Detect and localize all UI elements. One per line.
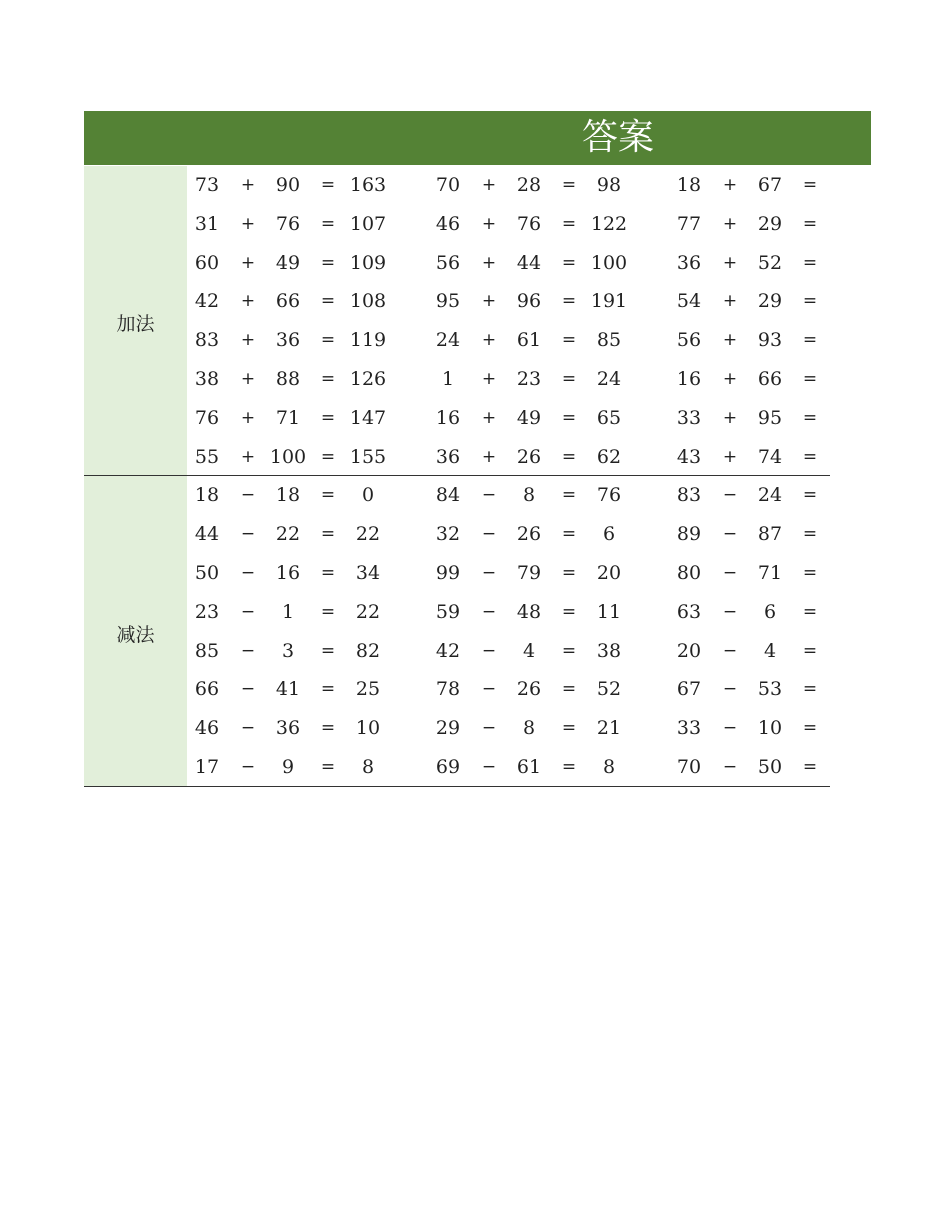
operator: + (481, 446, 497, 467)
operator: = (561, 213, 577, 234)
operand: 60 (194, 251, 220, 274)
answer-header-bar (84, 111, 871, 165)
operand: 10 (757, 717, 783, 740)
operator: = (320, 175, 336, 195)
answer-value: 8 (361, 756, 375, 778)
operand: 16 (275, 562, 301, 584)
operand: 26 (516, 523, 542, 546)
operator: = (320, 407, 336, 428)
operand: 44 (516, 251, 542, 274)
operand: 18 (676, 174, 702, 196)
answer-value: 25 (355, 678, 381, 701)
answer-value: 82 (355, 639, 381, 662)
operator: + (722, 407, 738, 428)
operator: + (722, 252, 738, 273)
answer-value: 22 (355, 600, 381, 623)
operand: 66 (275, 290, 301, 313)
operator: + (722, 213, 738, 234)
operand: 76 (516, 212, 542, 235)
operator: = (561, 679, 577, 700)
operator: − (722, 640, 738, 661)
section-divider (84, 786, 830, 787)
operand: 42 (435, 639, 461, 662)
operand: 1 (281, 600, 295, 623)
operand: 20 (676, 639, 702, 662)
operand: 95 (435, 290, 461, 313)
operand: 18 (194, 484, 220, 507)
answer-value: 98 (596, 174, 622, 196)
operator: = (320, 524, 336, 545)
section-label: 减法 (116, 623, 155, 646)
operand: 9 (281, 756, 295, 778)
operator: − (481, 640, 497, 661)
operand: 90 (275, 174, 301, 196)
operand: 1 (441, 368, 455, 390)
operator: + (240, 213, 256, 234)
operator: = (320, 252, 336, 273)
operator: = (802, 640, 818, 661)
answer-value: 52 (596, 678, 622, 701)
operator: − (240, 718, 256, 739)
operand: 24 (757, 484, 783, 507)
operand: 61 (516, 329, 542, 352)
operator: = (561, 563, 577, 583)
answer-value: 21 (596, 717, 622, 740)
answer-value: 62 (596, 445, 622, 468)
operand: 18 (275, 484, 301, 507)
operand: 54 (676, 290, 702, 313)
addition-label-cell (84, 166, 187, 476)
operand: 84 (435, 484, 461, 507)
operand: 16 (435, 406, 461, 429)
operand: 4 (763, 639, 777, 662)
operator: + (722, 175, 738, 195)
operand: 70 (676, 756, 702, 778)
operator: − (481, 679, 497, 700)
operand: 80 (676, 562, 702, 584)
operator: = (320, 757, 336, 777)
answer-value: 147 (349, 406, 387, 429)
answer-value: 85 (596, 329, 622, 352)
operator: + (481, 369, 497, 389)
operator: = (561, 407, 577, 428)
answer-value: 108 (349, 290, 387, 313)
operator: = (320, 369, 336, 389)
operand: 59 (435, 600, 461, 623)
operator: = (802, 524, 818, 545)
operand: 49 (516, 406, 542, 429)
operand: 33 (676, 717, 702, 740)
operator: = (561, 446, 577, 467)
operand: 4 (522, 639, 536, 662)
operand: 74 (757, 445, 783, 468)
operand: 78 (435, 678, 461, 701)
operator: + (240, 175, 256, 195)
operator: = (320, 640, 336, 661)
operator: = (802, 446, 818, 467)
operand: 36 (275, 329, 301, 352)
operator: = (561, 601, 577, 622)
operator: = (802, 252, 818, 273)
operator: = (320, 446, 336, 467)
operand: 99 (435, 562, 461, 584)
operator: = (802, 563, 818, 583)
answer-value: 65 (596, 406, 622, 429)
operator: = (802, 718, 818, 739)
operand: 36 (275, 717, 301, 740)
operand: 8 (522, 717, 536, 740)
operand: 100 (269, 445, 307, 468)
operand: 96 (516, 290, 542, 313)
operator: = (802, 369, 818, 389)
operator: + (481, 407, 497, 428)
operand: 23 (194, 600, 220, 623)
operator: − (240, 757, 256, 777)
operand: 23 (516, 368, 542, 390)
operand: 17 (194, 756, 220, 778)
operand: 36 (435, 445, 461, 468)
operator: − (722, 563, 738, 583)
answer-value: 122 (590, 212, 628, 235)
answer-value: 100 (590, 251, 628, 274)
operand: 31 (194, 212, 220, 235)
operand: 56 (676, 329, 702, 352)
operand: 71 (275, 406, 301, 429)
operator: − (240, 640, 256, 661)
operand: 6 (763, 600, 777, 623)
operand: 36 (676, 251, 702, 274)
operator: − (481, 485, 497, 506)
operator: + (722, 369, 738, 389)
operator: + (240, 446, 256, 467)
operand: 26 (516, 678, 542, 701)
operator: + (481, 252, 497, 273)
answer-value: 155 (349, 445, 387, 468)
header-title: 答案 (581, 117, 654, 158)
operand: 46 (435, 212, 461, 235)
operator: − (481, 524, 497, 545)
answer-value: 76 (596, 484, 622, 507)
operator: + (722, 291, 738, 312)
answer-value: 107 (349, 212, 387, 235)
answer-value: 126 (349, 368, 387, 390)
answer-value: 34 (355, 562, 381, 584)
operator: = (802, 175, 818, 195)
operand: 53 (757, 678, 783, 701)
operand: 16 (676, 368, 702, 390)
operator: + (240, 252, 256, 273)
operator: − (481, 601, 497, 622)
operator: = (802, 291, 818, 312)
operand: 73 (194, 174, 220, 196)
operand: 44 (194, 523, 220, 546)
operand: 48 (516, 600, 542, 623)
operator: = (320, 485, 336, 506)
operator: = (561, 524, 577, 545)
operand: 29 (435, 717, 461, 740)
operand: 85 (194, 639, 220, 662)
answer-value: 8 (602, 756, 616, 778)
section-label: 加法 (116, 313, 155, 336)
operator: = (320, 330, 336, 351)
operator: = (802, 330, 818, 351)
operator: = (320, 679, 336, 700)
answer-value: 20 (596, 562, 622, 584)
operator: − (481, 563, 497, 583)
operator: = (320, 291, 336, 312)
operand: 43 (676, 445, 702, 468)
operator: − (240, 563, 256, 583)
answer-value: 38 (596, 639, 622, 662)
operand: 79 (516, 562, 542, 584)
operand: 56 (435, 251, 461, 274)
operand: 8 (522, 484, 536, 507)
operator: = (561, 757, 577, 777)
operator: − (722, 718, 738, 739)
answer-value: 163 (349, 174, 387, 196)
operand: 89 (676, 523, 702, 546)
operator: − (481, 718, 497, 739)
operator: = (320, 718, 336, 739)
operator: − (722, 524, 738, 545)
operand: 66 (757, 368, 783, 390)
operand: 61 (516, 756, 542, 778)
operator: − (240, 601, 256, 622)
operand: 71 (757, 562, 783, 584)
operand: 22 (275, 523, 301, 546)
answer-value: 10 (355, 717, 381, 740)
operand: 88 (275, 368, 301, 390)
operator: = (802, 213, 818, 234)
operator: + (240, 330, 256, 351)
answer-value: 6 (602, 523, 616, 546)
answer-value: 109 (349, 251, 387, 274)
operator: = (561, 485, 577, 506)
operand: 77 (676, 212, 702, 235)
operator: = (320, 213, 336, 234)
operand: 67 (676, 678, 702, 701)
operand: 26 (516, 445, 542, 468)
operator: = (561, 640, 577, 661)
subtraction-label-cell (84, 476, 187, 786)
answer-value: 24 (596, 368, 622, 390)
operator: = (561, 175, 577, 195)
operator: − (240, 485, 256, 506)
operand: 42 (194, 290, 220, 313)
operand: 66 (194, 678, 220, 701)
answer-value: 0 (361, 484, 375, 507)
operand: 41 (275, 678, 301, 701)
operator: = (561, 291, 577, 312)
operand: 76 (275, 212, 301, 235)
operand: 3 (281, 639, 295, 662)
operator: = (802, 757, 818, 777)
operand: 50 (757, 756, 783, 778)
operand: 63 (676, 600, 702, 623)
operand: 32 (435, 523, 461, 546)
operator: + (722, 446, 738, 467)
operand: 29 (757, 290, 783, 313)
operator: = (320, 563, 336, 583)
operator: = (561, 252, 577, 273)
operator: = (320, 601, 336, 622)
operand: 87 (757, 523, 783, 546)
operator: − (722, 485, 738, 506)
operator: − (481, 757, 497, 777)
answer-value: 11 (596, 600, 622, 623)
operand: 52 (757, 251, 783, 274)
operand: 46 (194, 717, 220, 740)
operator: − (240, 524, 256, 545)
answer-value: 22 (355, 523, 381, 546)
operator: + (481, 291, 497, 312)
operator: − (240, 679, 256, 700)
operator: + (240, 407, 256, 428)
operator: = (802, 485, 818, 506)
operand: 55 (194, 445, 220, 468)
operand: 33 (676, 406, 702, 429)
operand: 95 (757, 406, 783, 429)
operator: = (561, 718, 577, 739)
operator: + (481, 213, 497, 234)
operator: + (481, 330, 497, 351)
operand: 67 (757, 174, 783, 196)
operand: 83 (194, 329, 220, 352)
operator: + (240, 369, 256, 389)
operator: + (722, 330, 738, 351)
operator: − (722, 679, 738, 700)
operand: 24 (435, 329, 461, 352)
operator: − (722, 601, 738, 622)
operator: + (240, 291, 256, 312)
operator: = (802, 679, 818, 700)
operand: 38 (194, 368, 220, 390)
operand: 29 (757, 212, 783, 235)
operator: = (802, 407, 818, 428)
operand: 69 (435, 756, 461, 778)
operand: 50 (194, 562, 220, 584)
operand: 49 (275, 251, 301, 274)
operator: = (802, 601, 818, 622)
operand: 76 (194, 406, 220, 429)
operator: − (722, 757, 738, 777)
answer-value: 191 (590, 290, 628, 313)
operand: 28 (516, 174, 542, 196)
operator: = (561, 330, 577, 351)
operand: 83 (676, 484, 702, 507)
operator: = (561, 369, 577, 389)
operand: 70 (435, 174, 461, 196)
answer-value: 119 (349, 329, 387, 352)
operand: 93 (757, 329, 783, 352)
operator: + (481, 175, 497, 195)
